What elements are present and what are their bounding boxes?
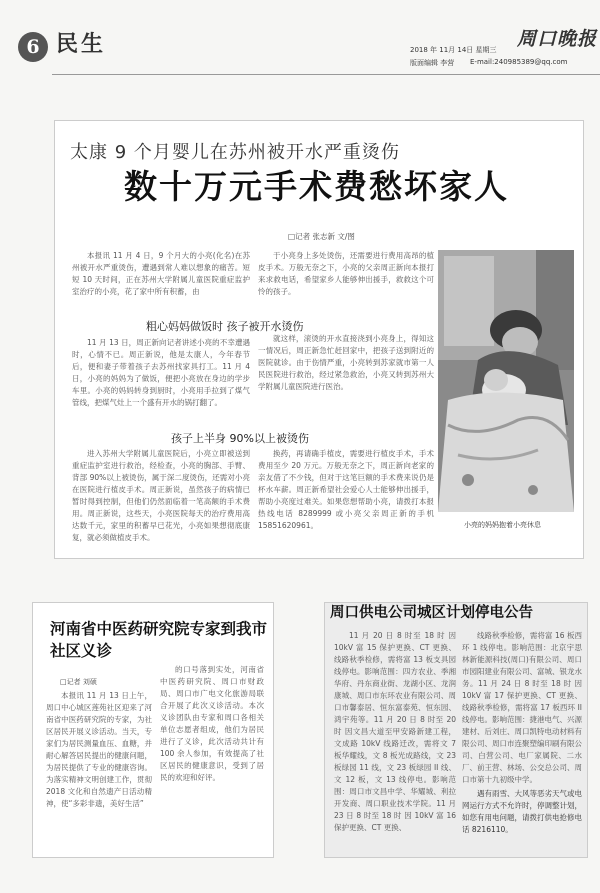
article-paragraph: 于小亮身上多处烫伤，还需要进行费用高昂的植皮手术。万般无奈之下，小亮的父亲周正新向本报打来求救电话，希望家乡人能够伸出援手，救救这个可怜的孩子。 [258,251,434,296]
article-column [258,333,434,395]
article-subhead: 孩子上半身 90%以上被烫伤 [171,432,309,445]
outage-paragraph: 11 月 20 日 8 时至 18 时 因 10kV 富 15 保护更换、CT 更换、线路秋季检修，需将富 13 板支具园线停电。影响范围：四方农业、季湘华府、丹东商业街、龙湖小区、龙润康城、周口市东环农业有限公司、周口市馨泰居、恒东富泰苑、恒东园、鸿宇苑等。11 月 20 日 8 时至 20 时 因文昌大道至甲安路新建工程，文成路 10kV 线路迁改，需将文 7 板华耀线，文 8 板光成路线，文 23 板绿园 11 线，文 23 板绿园 II 线、文 12 板，文 13 线停电。影响范围：周口市文昌中学、华耀城、利拉开发商、周口职业技术学院。11 月 23 日 8 时至 18 时 因 10kV 富 16 保护更换、CT 更换、 [334,631,456,832]
article-paragraph: 11 月 13 日，周正新向记者讲述小亮的不幸遭遇时，心情不已。周正新说，他是太康人，今年春节后，便和妻子带着孩子去苏州找家具打工。11 月 4 日，小亮的妈妈为了做饭，便把小亮放在身边的学步车里。小亮的妈妈转身到厨时，小亮用手拉到了煤气管线，把煤气灶上一个盛有开水的锅打翻了。 [72,338,250,407]
article-paragraph: 换药，再请确手植皮，需要进行植皮手术，手术费用至少 20 万元。万般无奈之下，周正新向老家的亲友借了不少钱，但对于这笔巨额的手术费来说仍是杯水车薪。周正新希望社会爱心人士能够伸出援手，帮助小亮度过难关。如果您想帮助小亮，请拨打本报热线电话 8289999 或小亮父亲周正新的手机 15851620961。 [258,449,434,530]
article-paragraph: 进入苏州大学附属儿童医院后，小亮立即被送到重症监护室进行救治，经检查，小亮的胸部、手臂、背部 90%以上被烫伤，属于深二度烫伤，还需对小亮在医院进行植皮手术。周正新说，虽然孩子的病情已暂时得到控制，但他们仍然面临着一笔高额的手术费用。周正新说，这些天，小亮医院每天的治疗费用高达数千元，家里的积蓄早已花光，小亮如果想彻底康复，就必须做植皮手术。 [72,449,250,542]
tcm-paragraph: 的口号落到实处，河南省中医药研究院、周口市财政局、周口市广电文化旅游局联合开展了此次义诊活动。本次义诊团队由专家和周口各相关单位志愿者组成，他们为居民进行了义诊，此次活动共计有 100 余人参加，有效提高了社区居民的健康意识，受到了居民的欢迎和好评。 [160,665,264,782]
article-column [72,250,250,306]
article-headline: 数十万元手术费愁坏家人 [124,167,509,206]
article-column [72,448,250,544]
article-paragraph: 就这样，滚烫的开水直接浇到小亮身上，得知这一情况后，周正新急忙赶回家中，把孩子送到附近的医院就诊。由于伤情严重，小亮转到苏家就市第一人民医院进行救治，经过紧急救治，小亮又转到苏州大学附属儿童医院进行医治。 [258,334,434,391]
outage-notice-column [334,630,456,854]
outage-note: 遇有雨雪、大风等恶劣天气或电网运行方式不允许时，停调整计划，如您有用电问题，请拨打供电抢修电话 8216110。 [462,789,582,834]
article-subhead: 粗心妈妈做饭时 孩子被开水烫伤 [146,320,304,333]
outage-notice-title: 周口供电公司城区计划停电公告 [330,605,533,621]
article-column [258,250,434,312]
photo-caption: 小亮的妈妈抱着小亮休息 [464,521,541,529]
masthead-rule [52,74,600,75]
newspaper-logo: 周口晚报 [517,28,598,50]
tcm-article-column [46,690,152,850]
tcm-paragraph: 本报讯 11 月 13 日上午，周口中心城区莲苑社区迎来了河南省中医药研究院的专家，为社区居民开展义诊活动。当天，专家们为居民测量血压、血糖，并耐心解答居民提出的健康问题，为居民提供了专业的健康咨询。为落实精神文明创建工作，贯彻 2018 文化和自然遗产日活动精神，使“多彩非遗，美好生活” [46,691,152,808]
email-line: E-mail:240985389@qq.com [470,58,568,66]
tcm-article-column [160,664,264,850]
outage-paragraph: 线路秋季检修，需将富 16 板西环 1 线停电。影响范围：北京宇思林新能源科技(周口)有限公司、周口市园阳建业有限公司、富城、银龙水务。11 月 24 日 8 时至 18 时 因 10kV 富 17 保护更换、CT 更换、线路秋季检修，需将富 17 板西环 II 线停电。影响范围：捷港电气、兴源建材、后刘庄、周口凯特电动材料有限公司、周口市连聚塑编印刷有限公司、白营公司、电厂家属院、二水厂、前王营、林场、公交总公司、周口市第十九初级中学。 [462,631,582,784]
article-kicker: 太康 9 个月婴儿在苏州被开水严重烫伤 [70,142,400,163]
page-number-badge: 6 [18,32,48,62]
dateline: 2018 年 11月 14日 星期三 [410,46,497,54]
article-byline: □记者 张志新 文/图 [288,232,355,241]
article-photo [438,250,574,512]
article-column [258,448,434,544]
tcm-article-byline: □记者 刘硕 [60,678,97,686]
article-column [72,337,250,419]
article-paragraph: 本报讯 11 月 4 日，9 个月大的小亮(化名)在苏州被开水严重烫伤，遭遇到常人难以想象的痛苦。短短 10 天时间，正在苏州大学附属儿童医院重症监护室治疗的小亮，花了家中所有积蓄，由 [72,251,250,296]
outage-notice-column [462,630,582,854]
editors-line: 版面编辑 李营 [410,59,455,67]
section-title: 民生 [56,32,107,57]
tcm-article-title: 河南省中医药研究院专家到我市社区义诊 [50,620,268,660]
